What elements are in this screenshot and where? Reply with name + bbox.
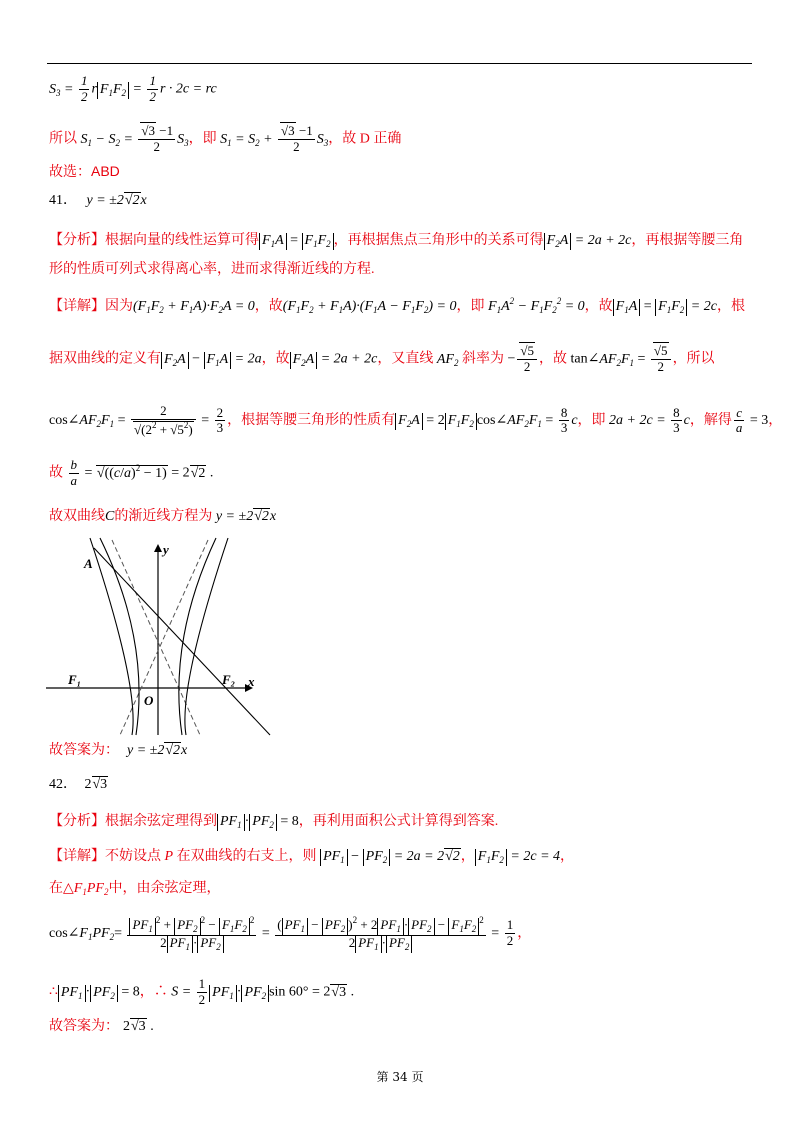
hyperbola-figure [40, 530, 280, 740]
q41-header: 41． y = ±2√2x [49, 193, 147, 208]
q41-detail-2: 据双曲线的定义有 $F_2A - F_1A = 2a$，故 $F_2A = 2a + 2c$，又直线 $AF_2$ 斜率为 − $\frac{√5}{2}$ ，故 $\tan\angle AF_2F_1$ = $\frac{√5}{2}$ ，所以 [49, 343, 715, 374]
line-choose: 故选：ABD [49, 163, 120, 179]
q41-number: 41． [49, 193, 77, 208]
label-f1: F₁ [68, 672, 82, 687]
q41-final: 故答案为： y = ±2√2x [49, 743, 188, 758]
page-footer: 第 34 页 [376, 1070, 424, 1084]
q41-analysis-2: 形的性质可列式求得离心率，进而求得渐近线的方程. [49, 262, 375, 277]
q42-detail-2: 在$\triangle F_1PF_2$中，由余弦定理， [49, 881, 221, 897]
label-f2: F₂ [222, 672, 236, 687]
q41-detail-4: 故 $\frac{b}{a}$ = $√((c/a)^2 - 1) = 2√2$ . [49, 457, 214, 488]
q41-detail-1: 【详解】因为$(F_1F_2 + F_1A)\cdot F_2A = 0$，故$(F_1F_2 + F_1A)\cdot(F_1A - F_1F_2) = 0$，即 $F_1A^2 - F_1F_2^2 = 0$，故 $F_1A = F_1F_2 = 2c$，根 [49, 296, 745, 315]
line-s3: $S_3$ = $\frac{1}{2}$ r $F_1F_2$ = $\frac{1}{2}$ r · 2c = rc [49, 73, 217, 104]
q42-number: 42． [49, 777, 77, 792]
q42-detail-4: ∴ $PF_1 \cdot PF_2 = 8$，∴ S = $\frac{1}{2}$ $PF_1 \cdot PF_2$ sin 60° = 2√3 . [49, 976, 355, 1007]
hyperbola-right-branch [185, 538, 228, 735]
q42-detail-3: $\cos\angle F_1PF_2=$ $\frac{PF_1^2 + PF_2^2 - F_1F_2^2}{2 PF_1 \cdot PF_2}$ = $\frac{( PF_1 - PF_2 )^2 + 2 PF_1 \cdot PF_2 - F_1F_2^2}{2 PF_1 \cdot PF_2}$ = $\frac{1}{2}$ ， [49, 915, 532, 952]
q41-analysis-1: 【分析】根据向量的线性运算可得 $F_1A = F_1F_2$ ，再根据焦点三角形中的关系可得 $F_2A = 2a + 2c$，再根据等腰三角 [49, 233, 744, 249]
label-x: x [248, 674, 255, 689]
hyperbola-right-branch-outer [179, 538, 216, 735]
top-rule [47, 63, 752, 64]
q41-conclusion: 故双曲线C的渐近线方程为 y = ±2√2x [49, 509, 277, 524]
label-a: A [84, 556, 93, 571]
asymptote-1 [112, 540, 200, 735]
q42-analysis-1: 【分析】根据余弦定理得到 $PF_1 \cdot PF_2 = 8$，再利用面积公式计算得到答案. [49, 814, 499, 830]
asymptote-2 [120, 540, 208, 735]
q42-header: 42． 2√3 [49, 777, 108, 792]
line-so: 所以 $S_1 - S_2$ = $\frac{√3 -1}{2}$ $S_3$，即 $S_1 = S_2$ + $\frac{√3 -1}{2}$ $S_3$，故 D 正确 [49, 123, 402, 154]
hyperbola-left-branch [90, 538, 133, 735]
q42-detail-1: 【详解】不妨设点 P 在双曲线的右支上，则 $PF_1 - PF_2 = 2a = 2√2$， $F_1F_2 = 2c = 4$， [49, 849, 575, 865]
label-o: O [144, 693, 154, 708]
label-y: y [163, 542, 169, 557]
y-axis-arrow-icon [154, 544, 162, 552]
q42-final: 故答案为： 2√3 . [49, 1019, 154, 1034]
q41-detail-3: $\cos\angle AF_2F_1$ = $\frac{2}{√(2^2 + √5^2)}$ = $\frac{2}{3}$ ，根据等腰三角形的性质有 $F_2A = 2$ $F_1F_2$ $\cos\angle AF_2F_1$ = $\frac{8}{3}$ c，即 2a + 2c = $\frac{8}{3}$ c，解得 $\frac{c}{a}$ = 3， [49, 403, 783, 437]
